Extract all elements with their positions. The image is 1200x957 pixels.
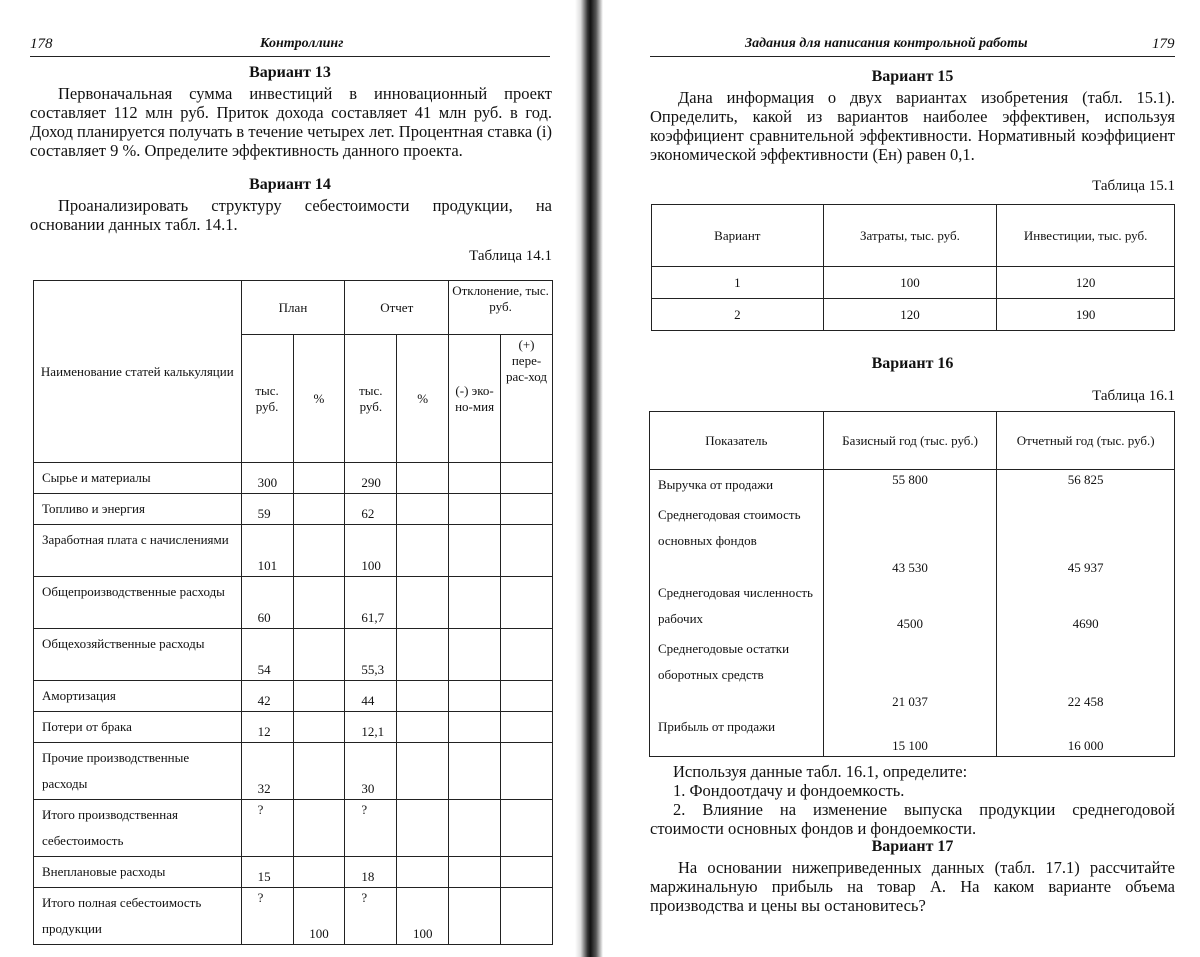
t14-sub-economy: (-) эко-но-мия: [449, 335, 501, 463]
t14-cell-plan: 15: [241, 857, 293, 888]
table-15-1-caption: Таблица 15.1: [1092, 178, 1175, 194]
t16-cell-name: Прибыль от продажи: [650, 712, 824, 756]
t14-cell-economy: [449, 629, 501, 681]
t14-cell-overspend: [501, 577, 553, 629]
t14-cell-plan-pct: [293, 712, 345, 743]
t15-cell-costs: 100: [823, 267, 997, 299]
t15-cell-invest: 190: [997, 299, 1175, 331]
table-15-1: [651, 204, 1175, 331]
t14-cell-report: ?: [345, 888, 397, 945]
t14-cell-report: ?: [345, 800, 397, 857]
t14-cell-name: Амортизация: [34, 681, 242, 712]
variant-14-heading: Вариант 14: [249, 176, 331, 193]
t15-cell-invest: 120: [997, 267, 1175, 299]
t14-cell-report: 30: [345, 743, 397, 800]
t15-cell-costs: 120: [823, 299, 997, 331]
t14-cell-economy: [449, 577, 501, 629]
t15-body: [652, 267, 1175, 331]
t14-cell-report-pct: [397, 681, 449, 712]
t14-header-plan: План: [241, 281, 345, 335]
t14-cell-report-pct: [397, 577, 449, 629]
table-16-1-caption: Таблица 16.1: [1092, 388, 1175, 404]
right-page: [603, 0, 1200, 957]
variant-15-text: Дана информация о двух вариантах изобретения (табл. 15.1). Определить, какой из вариантов наиболее эффективен, используя коэффициент сравнительной эффективности. Нормативный коэффициент экономической эффективности (Ен) равен 0,1.: [650, 88, 1175, 164]
variant-14-text: Проанализировать структуру себестоимости продукции, на основании данных табл. 14.1.: [30, 196, 552, 234]
t16-cell-name: Выручка от продажи: [650, 470, 824, 501]
t14-row: [34, 743, 553, 800]
t14-cell-plan: ?: [241, 800, 293, 857]
t14-row: [34, 888, 553, 945]
variant-16-heading: Вариант 16: [871, 355, 954, 372]
t14-row: [34, 681, 553, 712]
t14-cell-economy: [449, 494, 501, 525]
variant-13-heading: Вариант 13: [249, 64, 331, 81]
t14-cell-plan-pct: [293, 800, 345, 857]
t14-cell-name: Общепроизводственные расходы: [34, 577, 242, 629]
t14-cell-report-pct: [397, 525, 449, 577]
left-running-title: Контроллинг: [260, 36, 344, 51]
t14-cell-overspend: [501, 888, 553, 945]
t14-cell-economy: [449, 681, 501, 712]
variant-17-text: На основании нижеприведенных данных (табл. 17.1) рассчитайте маржинальную прибыль на товар А. На каком варианте объема производства и цены вы остановитесь?: [650, 858, 1175, 915]
t14-cell-plan-pct: [293, 494, 345, 525]
t14-row: [34, 463, 553, 494]
t14-cell-name: Прочие производственные расходы: [34, 743, 242, 800]
t14-cell-plan-pct: [293, 681, 345, 712]
t14-cell-economy: [449, 743, 501, 800]
t14-cell-name: Итого полная себестоимость продукции: [34, 888, 242, 945]
t14-cell-overspend: [501, 629, 553, 681]
t16-cell-report: 56 825: [997, 470, 1175, 501]
t15-row: [652, 267, 1175, 299]
t16-cell-base: 4500: [823, 578, 997, 634]
t14-cell-economy: [449, 800, 501, 857]
t14-cell-report-pct: [397, 494, 449, 525]
t14-cell-report: 12,1: [345, 712, 397, 743]
t14-cell-plan: 32: [241, 743, 293, 800]
t14-row: [34, 857, 553, 888]
t14-cell-plan: 12: [241, 712, 293, 743]
t14-cell-plan-pct: [293, 525, 345, 577]
t14-cell-economy: [449, 857, 501, 888]
t14-cell-report: 18: [345, 857, 397, 888]
t16-cell-report: 16 000: [997, 712, 1175, 756]
t15-header-costs: Затраты, тыс. руб.: [823, 205, 997, 267]
t14-cell-report: 61,7: [345, 577, 397, 629]
t14-cell-report-pct: [397, 712, 449, 743]
variant-16-item-2: 2. Влияние на изменение выпуска продукции среднегодовой стоимости основных фондов и фондоемкости.: [650, 800, 1175, 838]
t16-header-base: Базисный год (тыс. руб.): [823, 412, 997, 470]
right-running-header: [650, 36, 1175, 57]
t14-cell-economy: [449, 712, 501, 743]
table-14-1: [33, 280, 553, 945]
book-spine: [575, 0, 603, 957]
t14-cell-overspend: [501, 525, 553, 577]
t14-row: [34, 629, 553, 681]
variant-16-intro: Используя данные табл. 16.1, определите:: [673, 762, 968, 781]
t16-cell-report: 45 937: [997, 500, 1175, 578]
t16-body: [650, 470, 1175, 757]
t16-cell-report: 4690: [997, 578, 1175, 634]
t15-row: [652, 299, 1175, 331]
t16-cell-base: 55 800: [823, 470, 997, 501]
t16-cell-name: Среднегодовая стоимость основных фондов: [650, 500, 824, 578]
left-page-number: 178: [30, 36, 53, 52]
t14-cell-name: Потери от брака: [34, 712, 242, 743]
t15-cell-variant: 1: [652, 267, 824, 299]
t16-row: [650, 500, 1175, 578]
t14-cell-plan-pct: [293, 577, 345, 629]
t14-cell-name: Заработная плата с начислениями: [34, 525, 242, 577]
t14-body: [34, 463, 553, 945]
t14-cell-plan: 54: [241, 629, 293, 681]
t14-row: [34, 494, 553, 525]
t14-cell-plan-pct: 100: [293, 888, 345, 945]
table-16-1: [649, 411, 1175, 757]
t14-cell-report-pct: [397, 800, 449, 857]
variant-15-heading: Вариант 15: [871, 68, 954, 85]
t14-cell-plan-pct: [293, 743, 345, 800]
t14-row: [34, 712, 553, 743]
t14-cell-name: Сырье и материалы: [34, 463, 242, 494]
t14-cell-report-pct: [397, 629, 449, 681]
t16-row: [650, 634, 1175, 712]
t16-cell-report: 22 458: [997, 634, 1175, 712]
t14-cell-plan-pct: [293, 857, 345, 888]
t14-header-name: Наименование статей калькуляции: [34, 281, 242, 463]
t16-cell-name: Среднегодовые остатки оборотных средств: [650, 634, 824, 712]
t14-row: [34, 525, 553, 577]
table-14-1-caption: Таблица 14.1: [469, 248, 552, 264]
t15-header-invest: Инвестиции, тыс. руб.: [997, 205, 1175, 267]
t14-cell-economy: [449, 525, 501, 577]
t14-row: [34, 800, 553, 857]
left-page: [0, 0, 575, 957]
left-running-header: [30, 36, 550, 57]
t14-cell-overspend: [501, 463, 553, 494]
t14-cell-plan: ?: [241, 888, 293, 945]
t16-cell-name: Среднегодовая численность рабочих: [650, 578, 824, 634]
t14-cell-overspend: [501, 712, 553, 743]
t16-cell-base: 15 100: [823, 712, 997, 756]
t14-cell-report-pct: [397, 463, 449, 494]
variant-16-item-1: 1. Фондоотдачу и фондоемкость.: [673, 781, 905, 800]
t14-cell-plan: 59: [241, 494, 293, 525]
t14-cell-economy: [449, 888, 501, 945]
t14-cell-name: Внеплановые расходы: [34, 857, 242, 888]
t14-cell-name: Итого производственная себестоимость: [34, 800, 242, 857]
t14-cell-report-pct: 100: [397, 888, 449, 945]
t14-cell-report: 100: [345, 525, 397, 577]
t14-cell-report: 44: [345, 681, 397, 712]
t14-sub-report-pct: %: [397, 335, 449, 463]
t14-cell-name: Топливо и энергия: [34, 494, 242, 525]
t14-sub-plan-pct: %: [293, 335, 345, 463]
t14-header-deviation: Отклонение, тыс. руб.: [449, 281, 553, 335]
t14-cell-plan: 60: [241, 577, 293, 629]
variant-17-heading: Вариант 17: [871, 838, 954, 855]
t16-cell-base: 21 037: [823, 634, 997, 712]
t14-cell-report-pct: [397, 743, 449, 800]
t14-sub-overspend: (+) пере-рас-ход: [501, 335, 553, 463]
t14-cell-economy: [449, 463, 501, 494]
t15-header-variant: Вариант: [652, 205, 824, 267]
t16-row: [650, 712, 1175, 756]
t16-row: [650, 470, 1175, 501]
t14-cell-report-pct: [397, 857, 449, 888]
right-page-number: 179: [1152, 36, 1175, 52]
t16-header-report: Отчетный год (тыс. руб.): [997, 412, 1175, 470]
t14-sub-report-tysrub: тыс. руб.: [345, 335, 397, 463]
right-running-title: Задания для написания контрольной работы: [745, 36, 1028, 51]
t16-header-indicator: Показатель: [650, 412, 824, 470]
t14-cell-overspend: [501, 800, 553, 857]
t14-cell-plan: 42: [241, 681, 293, 712]
t14-cell-report: 290: [345, 463, 397, 494]
t14-cell-overspend: [501, 681, 553, 712]
t14-cell-plan: 101: [241, 525, 293, 577]
t14-header-report: Отчет: [345, 281, 449, 335]
variant-13-text: Первоначальная сумма инвестиций в инновационный проект составляет 112 млн руб. Приток дохода составляет 41 млн руб. в год. Доход планируется получать в течение четырех лет. Процентная ставка (i) составляет 9 %. Определите эффективность данного проекта.: [30, 84, 552, 160]
t14-cell-plan-pct: [293, 463, 345, 494]
t14-cell-plan: 300: [241, 463, 293, 494]
t14-cell-overspend: [501, 494, 553, 525]
t14-cell-overspend: [501, 743, 553, 800]
t14-cell-plan-pct: [293, 629, 345, 681]
t16-cell-base: 43 530: [823, 500, 997, 578]
t14-sub-plan-tysrub: тыс. руб.: [241, 335, 293, 463]
t14-row: [34, 577, 553, 629]
t14-cell-name: Общехозяйственные расходы: [34, 629, 242, 681]
t15-cell-variant: 2: [652, 299, 824, 331]
t14-cell-overspend: [501, 857, 553, 888]
t14-cell-report: 55,3: [345, 629, 397, 681]
t16-row: [650, 578, 1175, 634]
t14-cell-report: 62: [345, 494, 397, 525]
